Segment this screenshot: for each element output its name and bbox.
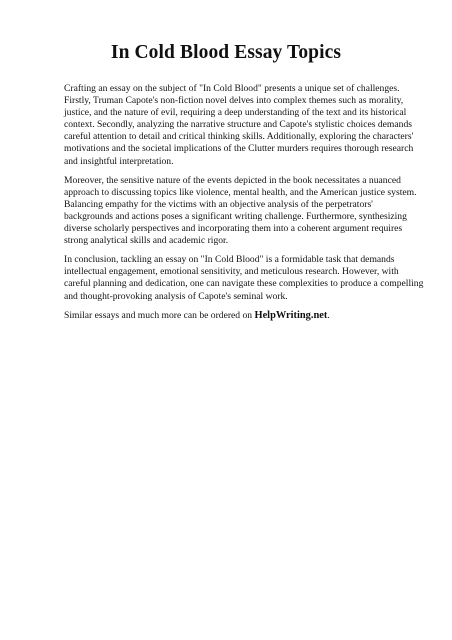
paragraph-3: In conclusion, tackling an essay on "In Cold Blood" is a formidable task that demands intellectual engagement, emotional sensitivity, and meticulous research. However, with careful planning and dedication, one can navigate these complexities to produce a compelling and thought-provoking analysis of Capote's seminal work. — [64, 254, 424, 302]
footer-note — [64, 310, 424, 322]
page-title: In Cold Blood Essay Topics — [110, 42, 342, 63]
paragraph-1: Crafting an essay on the subject of "In Cold Blood" presents a unique set of challenges. Firstly, Truman Capote's non-fiction novel delves into complex themes such as morality, justice, and the nature of evil, requiring a deep understanding of the text and its historical context. Secondly, analyzing the narrative structure and Capote's stylistic choices demands careful attention to detail and critical thinking skills. Additionally, exploring the characters' motivations and the societal implications of the Clutter murders requires thorough research and insightful interpretation. — [64, 83, 414, 167]
paragraph-2: Moreover, the sensitive nature of the events depicted in the book necessitates a nuanced approach to discussing topics like violence, mental health, and the American justice system. Balancing empathy for the victims with an objective analysis of the perpetrators' backgrounds and actions poses a significant writing challenge. Furthermore, synthesizing diverse scholarly perspectives and incorporating them into a coherent argument requires strong analytical skills and academic rigor. — [64, 174, 417, 247]
helpwriting-link[interactable]: HelpWriting.net — [254, 309, 328, 321]
document-body — [64, 83, 424, 329]
footer-prefix: Similar essays and much more can be ordered on — [64, 309, 255, 321]
footer-suffix: . — [327, 309, 330, 321]
